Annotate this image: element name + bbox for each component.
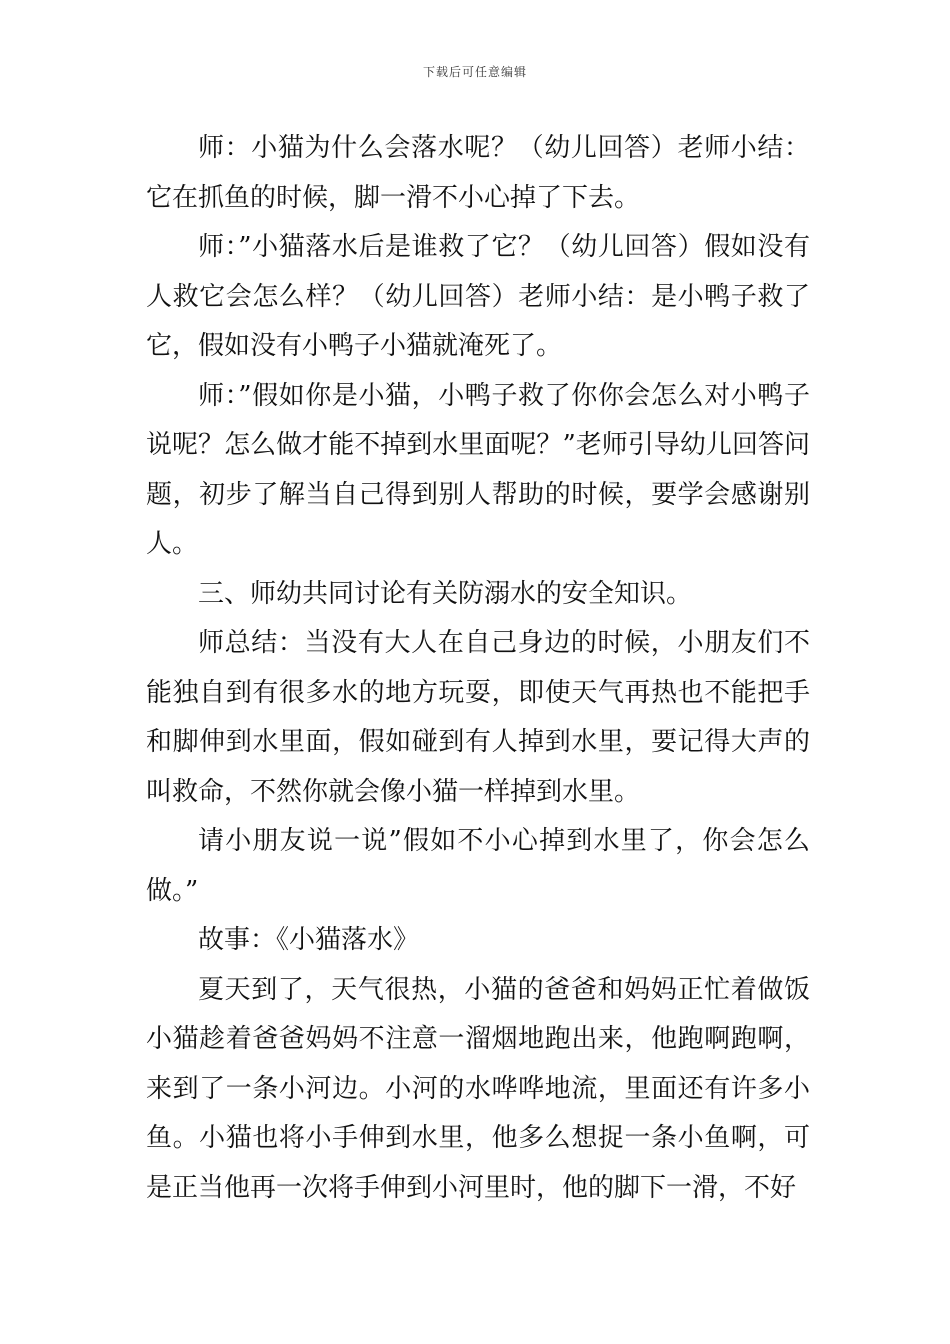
page-header: 下载后可任意编辑 — [422, 65, 527, 79]
paragraph-story-text: 夏天到了，天气很热，小猫的爸爸和妈妈正忙着做饭小猫趁着爸爸妈妈不注意一溜烟地跑出来，他跑啊跑啊，来到了一条小河边。小河的水哗哗地流，里面还有许多小鱼。小猫也将小手伸到水里，他多么想捉一条小鱼啊，可是正当他再一次将手伸到小河里时，他的脚下一滑，不好 — [146, 974, 810, 1203]
paragraph-section-heading: 三、师幼共同讨论有关防溺水的安全知识。 — [198, 578, 693, 609]
paragraph-story-title: 故事：《小猫落水》 — [198, 925, 420, 955]
paragraph-teacher-question-3: 师：”假如你是小猫，小鸭子救了你你会怎么对小鸭子说呢？怎么做才能不掉到水里面呢？”老师引导幼儿回答问题，初步了解当自己得到别人帮助的时候，要学会感谢别人。 — [146, 380, 810, 559]
document-body — [146, 124, 810, 1213]
paragraph-prompt: 请小朋友说一说”假如不小心掉到水里了，你会怎么做。” — [146, 826, 810, 906]
paragraph-teacher-question-1: 师：小猫为什么会落水呢？（幼儿回答）老师小结：它在抓鱼的时候，脚一滑不小心掉了下去。 — [146, 133, 810, 213]
paragraph-teacher-summary: 师总结：当没有大人在自己身边的时候，小朋友们不能独自到有很多水的地方玩耍，即使天气再热也不能把手和脚伸到水里面，假如碰到有人掉到水里，要记得大声的叫救命，不然你就会像小猫一样掉到水里。 — [146, 628, 810, 807]
paragraph-teacher-question-2: 师：”小猫落水后是谁救了它？（幼儿回答）假如没有人救它会怎么样？（幼儿回答）老师小结：是小鸭子救了它，假如没有小鸭子小猫就淹死了。 — [146, 232, 810, 361]
